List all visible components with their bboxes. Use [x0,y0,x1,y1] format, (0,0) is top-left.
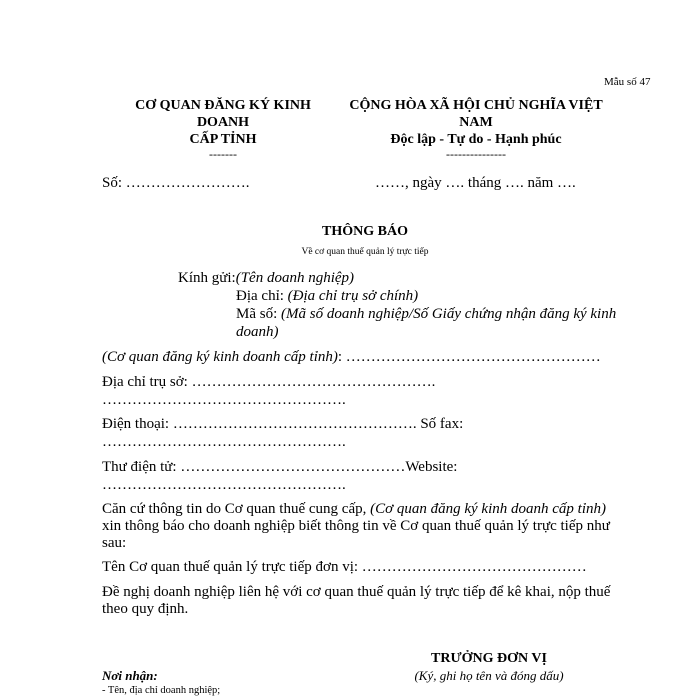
recipient-code-label: Mã số: [236,306,281,322]
basis-text: Căn cứ thông tin do Cơ quan thuế cung cấp, [102,501,371,517]
document-subtitle: Về cơ quan thuế quản lý trực tiếp [301,247,429,257]
left-header-rule: ------- [209,147,237,161]
date-line: ……, ngày …. tháng …. năm …. [375,175,576,191]
agency-name-line2: DOANH [196,115,250,130]
signature-title: TRƯỞNG ĐƠN VỊ [431,651,547,666]
phone-field-cont: …………………………………………. [102,434,346,450]
national-motto: Độc lập - Tự do - Hạnh phúc [390,132,562,147]
recipient-line [178,269,354,287]
recipient-address: (Địa chỉ trụ sở chính) [287,288,419,304]
recipient-address-line [236,287,418,305]
recipients-label: Nơi nhận: [102,668,158,683]
agency-name-line3: CẤP TỈNH [189,132,257,147]
basis-agency: (Cơ quan đăng ký kinh doanh cấp tỉnh) [370,501,606,517]
agency-name-line1: CƠ QUAN ĐĂNG KÝ KINH [135,98,311,113]
request-paragraph-line2: theo quy định. [102,601,189,617]
basis-paragraph-line1 [102,500,606,518]
basis-paragraph-line2: xin thông báo cho doanh nghiệp biết thông tin về Cơ quan thuế quản lý trực tiếp như [102,518,610,534]
recipient-name: (Tên doanh nghiệp) [235,270,355,286]
recipient-address-label: Địa chỉ: [236,288,288,304]
email-field-cont: …………………………………………. [102,477,346,493]
right-header [333,97,619,160]
recipients-item: - Tên, địa chỉ doanh nghiệp; [102,685,221,696]
tax-office-field: Tên Cơ quan thuế quản lý trực tiếp đơn vị: ……………………………………… [102,559,587,575]
document-number-text: Số: ……………………. [102,175,250,191]
recipient-code: (Mã số doanh nghiệp/Số Giấy chứng nhận đăng ký kinh [281,306,617,322]
request-paragraph-line1: Đề nghị doanh nghiệp liên hệ với cơ quan thuế quản lý trực tiếp để kê khai, nộp thuế [102,584,611,600]
form-number: Mẫu số 47 [604,76,651,88]
agency-field-dots: : …………………………………………… [337,349,601,365]
recipient-code-line [236,305,616,323]
basis-paragraph-line3: sau: [102,535,127,551]
signature-note: (Ký, ghi họ tên và đóng dấu) [414,668,564,683]
email-field: Thư điện tử: ………………………………………Website: [102,459,458,475]
address-field-cont: …………………………………………. [102,392,346,408]
country-name-line2: NAM [459,115,493,130]
right-header-rule: --------------- [446,147,506,161]
agency-field [102,348,601,366]
document-title: THÔNG BÁO [322,224,408,239]
agency-field-label: (Cơ quan đăng ký kinh doanh cấp tỉnh) [102,349,338,365]
recipient-code-cont: doanh) [236,324,279,340]
country-name-line1: CỘNG HÒA XÃ HỘI CHỦ NGHĨA VIỆT [349,98,603,113]
left-header [104,97,342,160]
recipient-label: Kính gửi: [178,270,236,286]
document-number [102,174,250,192]
phone-field: Điện thoại: …………………………………………. Số fax: [102,416,464,432]
address-field: Địa chỉ trụ sở: …………………………………………. [102,374,436,390]
